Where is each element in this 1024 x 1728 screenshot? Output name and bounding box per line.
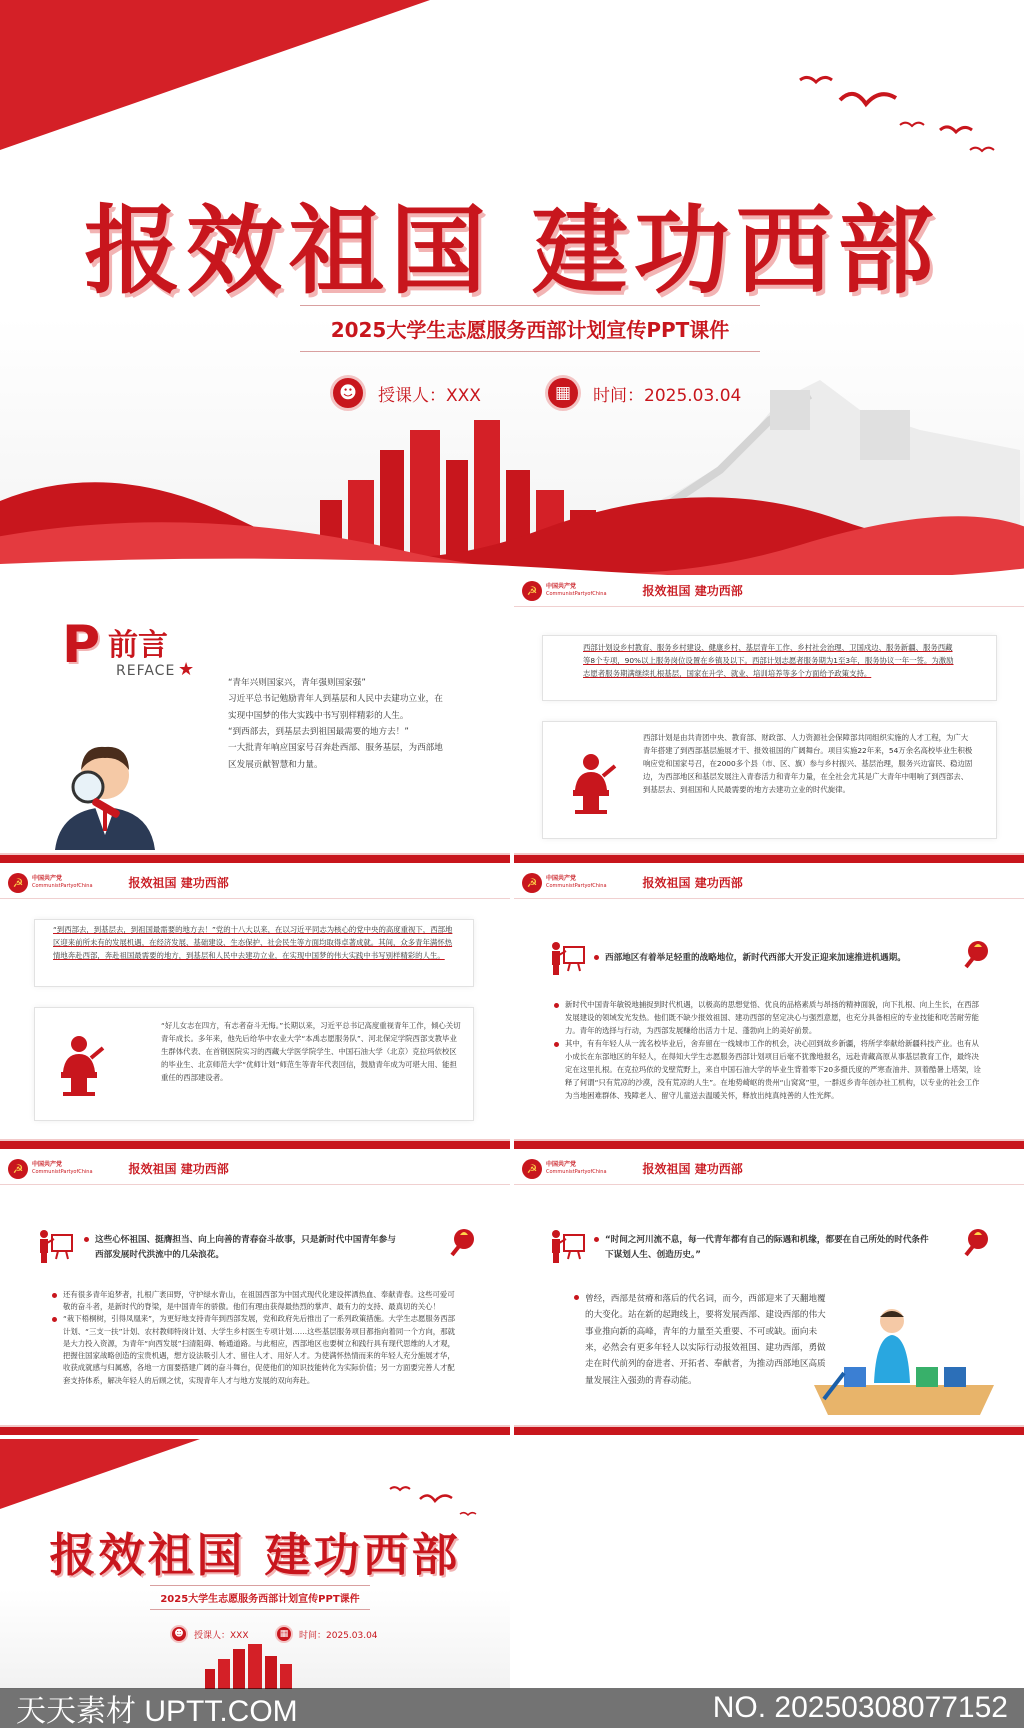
info-box-1 [542,635,997,701]
slide-bottom-bar [0,1427,510,1435]
closing-title: 报效祖国 建功西部 [49,1528,461,1582]
lead-text: 这些心怀祖国、挺膺担当、向上向善的青春奋斗故事，只是新时代中国青年参与西部发展时代洪流中的几朵浪花。 [95,1235,396,1260]
party-emblem-icon: ☭ [8,873,28,893]
calendar-icon: ▦ [545,375,581,411]
preface-letter: P [62,615,101,675]
party-name-cn: 中国共产党 [546,875,577,882]
slide-bottom-bar [0,855,510,863]
party-logo [522,873,607,893]
slide-header [514,575,1024,607]
party-logo [522,1159,607,1179]
calendar-icon: ▦ [275,1625,293,1643]
birds-icon [380,1479,490,1524]
list-item-text: 还有很多青年追梦者，扎根广袤田野，守护绿水青山，在祖国西部为中国式现代化建设挥洒热血、奉献青春。这些可爱可敬的奋斗者，是新时代的脊梁，是中国青年的骄傲。他们有理由获得最热烈的掌声、最有力的支持、最真切的关心！ [63,1290,455,1312]
bullet-list [554,999,984,1103]
party-name-cn: 中国共产党 [546,1161,577,1168]
list-item-text: 其中，有有年轻人从一流名校毕业后，舍弃留在一线城市工作的机会，决心回到故乡新疆，将所学奉献给新疆科技产业。也有从小成长在东部地区的年轻人，在得知大学生志愿服务西部计划项目后毫不犹豫地报名，远赴青藏高原从事基层教育工作，最终决定在这里扎根。在克拉玛依的戈壁荒野上，来自中国石油大学的毕业生背着零下20多摄氏度的严寒查油井、顶着酷暑上塔架，诠释了何谓“只有荒凉的沙漠，没有荒凉的人生”。在地势崎岖的贵州“山窝窝”里，一群返乡青年创办社工机构，以专业的社会工作为当地困难群体、残障老人、留守儿童送去温暖关怀，释放出纯真纯善的人性光辉。 [565,1038,981,1100]
info-box-2-text: 西部计划是由共青团中央、教育部、财政部、人力资源社会保障部共同组织实施的人才工程，为广大青年搭建了到西部基层施展才干、报效祖国的广阔舞台。项目实施22年来，54万余名高校毕业生积极响应党和国家号召，在2000多个县（市、区、旗）参与乡村振兴、基层治理，服务兴边富民、稳边固边，为西部地区和基层发展注入青春活力和青年力量，在全社会尤其是广大青年中唱响了到西部去、到基层去、到祖国和人民最需要的地方去建功立业的时代旋律。 [643,733,973,794]
date-label: 时间：2025.03.04 [299,1630,378,1641]
list-item [554,999,984,1038]
closing-subtitle: 2025大学生志愿服务西部计划宣传PPT课件 [150,1585,370,1610]
content-slide-3 [0,867,510,1149]
slide-bottom-bar [514,855,1024,863]
city-skyline-illustration [200,1644,310,1689]
header-title: 报效祖国 建功西部 [128,876,229,890]
slide-header [514,1153,1024,1185]
lead-statement [594,951,934,963]
lead-text: 西部地区有着举足轻重的战略地位，新时代西部大开发正迎来加速推进机遇期。 [605,953,906,963]
closing-date [275,1625,378,1643]
party-name-cn: 中国共产党 [32,1161,63,1168]
preface-heading: 前言 [108,628,168,663]
bullet-icon [554,1003,559,1008]
watermark-bar [0,1688,1024,1728]
watermark-site: 天天素材 UPTT.COM [16,1695,298,1728]
party-emblem-icon: ☭ [8,1159,28,1179]
preface-heading-en: REFACE [116,663,176,679]
list-item-text: 曾经，西部是贫瘠和落后的代名词，而今，西部迎来了天翻地覆的大变化。站在新的起跑线上，要将发展西部、建设西部的伟大事业推向新的高峰，青年的力量至关重要、不可或缺。面向未来，必然会有更多年轻人以实际行动报效祖国、建功西部，勇做走在时代前列的奋进者、开拓者、奉献者，为推动西部地区高质量发展注入强劲的青春动能。 [585,1294,826,1386]
red-corner-decoration [0,1439,200,1509]
party-emblem-icon: ☭ [522,873,542,893]
teacher-board-icon [38,1229,74,1263]
header-title: 报效祖国 建功西部 [642,876,743,890]
preface-slide [0,575,510,863]
info-box-1 [34,919,474,987]
speaker-podium-icon [47,1032,111,1096]
magnifier-man-illustration [50,725,160,850]
user-icon: ☻ [330,375,366,411]
party-name-en: CommunistPartyofChina [546,591,607,597]
list-item-text: “栽下梧桐树，引得凤凰来”，为更好地支持青年到西部发展，党和政府先后推出了一系列政策措施。大学生志愿服务西部计划、“三支一扶”计划、农村教师特岗计划、大学生乡村医生专项计划……这些基层服务项目都指向着同一个方向，那就是大力投入资源，为青年“向西发展”扫清阻碍、畅通道路。与此相应，西部地区也要树立和践行具有现代思维的人才观，把握住国家战略创造的宝贵机遇，想方设法吸引人才、留住人才、用好人才。为使满怀热情而来的年轻人充分施展才华，收获成就感与归属感，各地一方面要搭建广阔的奋斗舞台，促使他们的知识技能转化为实际价值；另一方面要完善人才配套支持体系，解决年轻人的后顾之忧，实现青年人才与地方发展的双向奔赴。 [63,1314,455,1385]
lecturer-label: 授课人：XXX [194,1630,249,1641]
lecturer-label: 授课人：XXX [378,385,481,406]
bullet-icon [52,1293,57,1298]
watermark-number: NO. 20250308077152 [712,1691,1008,1724]
info-box-1-text: 西部计划设乡村教育、服务乡村建设、健康乡村、基层青年工作、乡村社会治理、卫国戍边、服务新疆、服务西藏等8个专项，90%以上服务岗位设置在乡镇及以下。西部计划志愿者服务期为1至3年，服务协议一年一签。为激励志愿者服务期满继续扎根基层，国家在升学、就业、培训培养等多个方面给予政策支持。 [583,643,954,678]
header-title: 报效祖国 建功西部 [128,1162,229,1176]
date-label: 时间：2025.03.04 [593,385,742,406]
slide-header [0,1153,510,1185]
bullet-icon [84,1237,89,1242]
content-slide-2 [514,575,1024,863]
party-logo [8,873,93,893]
bullet-icon [594,955,599,960]
info-box-1-text: “到西部去，到基层去，到祖国最需要的地方去！”党的十八大以来，在以习近平同志为核心的党中央的高度重视下，西部地区迎来前所未有的发展机遇，在经济发展、基础建设、生态保护、社会民生等方面均取得卓著成就。其间，众多青年满怀热情地奔赴西部，奔赴祖国最需要的地方，到基层和人民中去建功立业，在实现中国梦的伟大实践中书写别样精彩的人生。 [53,925,453,960]
bullet-icon [574,1295,579,1300]
party-emblem-icon: ☭ [522,581,542,601]
slide-header [514,867,1024,899]
party-name-en: CommunistPartyofChina [32,883,93,889]
party-logo [522,581,607,601]
lead-statement [594,1233,934,1262]
info-box-2 [34,1007,474,1121]
bullet-icon [554,1042,559,1047]
list-item [52,1313,462,1386]
list-item-text: 新时代中国青年敏锐地捕捉到时代机遇，以极高的思想觉悟、优良的品格素质与昂扬的精神面貌，向下扎根、向上生长，在西部发展建设的领域发光发热。他们既不缺少报效祖国、建功西部的坚定决心与强烈意愿，也充分具备相应的专业技能和吃苦耐劳能力。青年的选择与行动，为西部发展赚给出活力十足、蓬勃向上的美好前景。 [565,1000,979,1035]
lead-statement [84,1233,404,1262]
torch-icon [962,1227,990,1257]
bullet-icon [594,1237,599,1242]
list-item [52,1289,462,1313]
info-box-2-text: “好儿女志在四方，有志者奋斗无悔。”长期以来，习近平总书记高度重视青年工作，倾心关切青年成长。多年来，他先后给华中农业大学“本禹志愿服务队”、河北保定学院西部支教毕业生群体代表、在首钢医院实习的西藏大学医学院学生、中国石油大学（北京）克拉玛依校区的毕业生、北京师范大学“优师计划”师范生等青年代表回信，鼓励青年成为可堪大用、能担重任的西部建设者。 [161,1021,461,1082]
party-name-cn: 中国共产党 [546,583,577,590]
party-name-en: CommunistPartyofChina [546,883,607,889]
slide-bottom-bar [514,1141,1024,1149]
party-name-cn: 中国共产党 [32,875,63,882]
info-box-2 [542,721,997,839]
star-icon: ★ [178,659,195,680]
speaker-podium-icon [559,750,623,814]
user-icon: ☻ [170,1625,188,1643]
torch-icon [448,1227,476,1257]
cover-slide [0,0,1024,575]
content-slide-6 [514,1153,1024,1435]
party-name-en: CommunistPartyofChina [546,1169,607,1175]
party-name-en: CommunistPartyofChina [32,1169,93,1175]
party-emblem-icon: ☭ [522,1159,542,1179]
list-item [574,1291,834,1389]
bullet-icon [52,1317,57,1322]
lecturer-info [330,375,481,411]
teacher-board-icon [550,941,586,975]
birds-icon [780,70,1010,160]
slide-header [0,867,510,899]
closing-slide [0,1439,510,1689]
desk-worker-illustration [804,1303,1004,1423]
slide-bottom-bar [0,1141,510,1149]
header-title: 报效祖国 建功西部 [642,584,743,598]
content-slide-5 [0,1153,510,1435]
bullet-list [52,1289,462,1387]
teacher-board-icon [550,1229,586,1263]
party-logo [8,1159,93,1179]
cover-subtitle: 2025大学生志愿服务西部计划宣传PPT课件 [300,305,760,352]
closing-lecturer [170,1625,249,1643]
list-item [554,1038,984,1103]
lead-text: “时间之河川流不息，每一代青年都有自己的际遇和机缘，都要在自己所处的时代条件下谋划人生、创造历史。” [605,1235,929,1260]
slide-bottom-bar [514,1427,1024,1435]
content-slide-4 [514,867,1024,1149]
header-title: 报效祖国 建功西部 [642,1162,743,1176]
red-ribbon-wave [0,470,1024,575]
torch-icon [962,939,990,969]
red-corner-decoration [0,0,430,150]
preface-text: “青年兴则国家兴，青年强则国家强” 习近平总书记勉励青年人到基层和人民中去建功立业，在实现中国梦的伟大实践中书写别样精彩的人生。 “到西部去，到基层去到祖国最需要的地方去！” 一大批青年响应国家号召奔赴西部、服务基层，为西部地区发展贡献智慧和力量。 [228,678,443,770]
cover-title: 报效祖国 建功西部 [84,195,940,307]
